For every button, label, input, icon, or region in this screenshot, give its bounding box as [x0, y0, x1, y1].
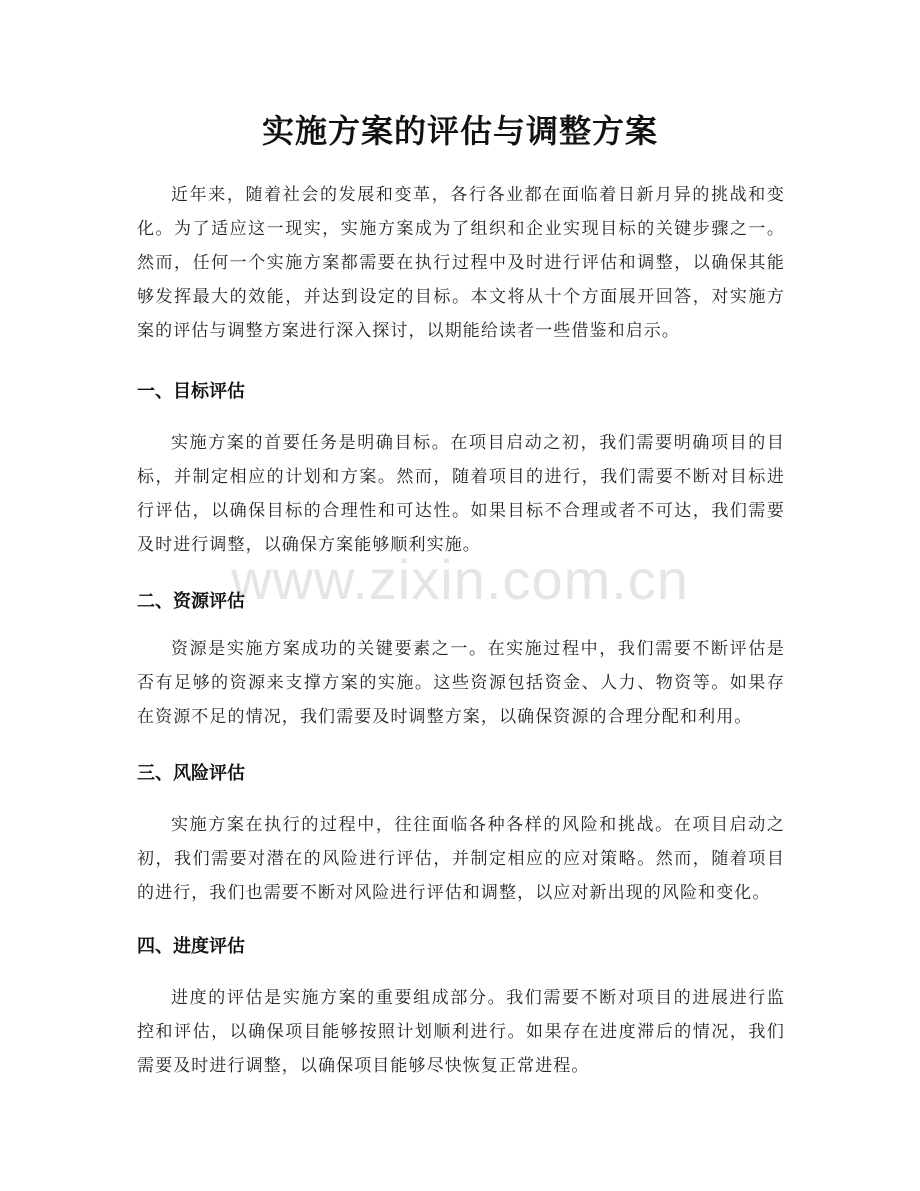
section-heading-progress: 四、进度评估: [137, 936, 245, 957]
section-heading-resource: 二、资源评估: [137, 591, 245, 612]
section-heading-goal: 一、目标评估: [137, 381, 245, 402]
intro-paragraph: 近年来，随着社会的发展和变革，各行各业都在面临着日新月异的挑战和变化。为了适应这一现实，实施方案成为了组织和企业实现目标的关键步骤之一。然而，任何一个实施方案都需要在执行过程中及时进行评估和调整，以确保其能够发挥最大的效能，并达到设定的目标。本文将从十个方面展开回答，对实施方案的评估与调整方案进行深入探讨，以期能给读者一些借鉴和启示。: [137, 185, 785, 341]
watermark: www.zixin.com.cn: [231, 548, 689, 611]
section-heading-risk: 三、风险评估: [137, 763, 245, 784]
section-body-resource: 资源是实施方案成功的关键要素之一。在实施过程中，我们需要不断评估是否有足够的资源来支撑方案的实施。这些资源包括资金、人力、物资等。如果存在资源不足的情况，我们需要及时调整方案，以确保资源的合理分配和利用。: [137, 639, 785, 727]
section-body-risk: 实施方案在执行的过程中，往往面临各种各样的风险和挑战。在项目启动之初，我们需要对潜在的风险进行评估，并制定相应的应对策略。然而，随着项目的进行，我们也需要不断对风险进行评估和调整，以应对新出现的风险和变化。: [137, 815, 785, 903]
document-title: 实施方案的评估与调整方案: [261, 112, 658, 150]
section-body-goal: 实施方案的首要任务是明确目标。在项目启动之初，我们需要明确项目的目标，并制定相应的计划和方案。然而，随着项目的进行，我们需要不断对目标进行评估，以确保目标的合理性和可达性。如果目标不合理或者不可达，我们需要及时进行调整，以确保方案能够顺利实施。: [137, 433, 785, 555]
section-body-progress: 进度的评估是实施方案的重要组成部分。我们需要不断对项目的进展进行监控和评估，以确保项目能够按照计划顺利进行。如果存在进度滞后的情况，我们需要及时进行调整，以确保项目能够尽快恢复正常进程。: [137, 988, 785, 1076]
